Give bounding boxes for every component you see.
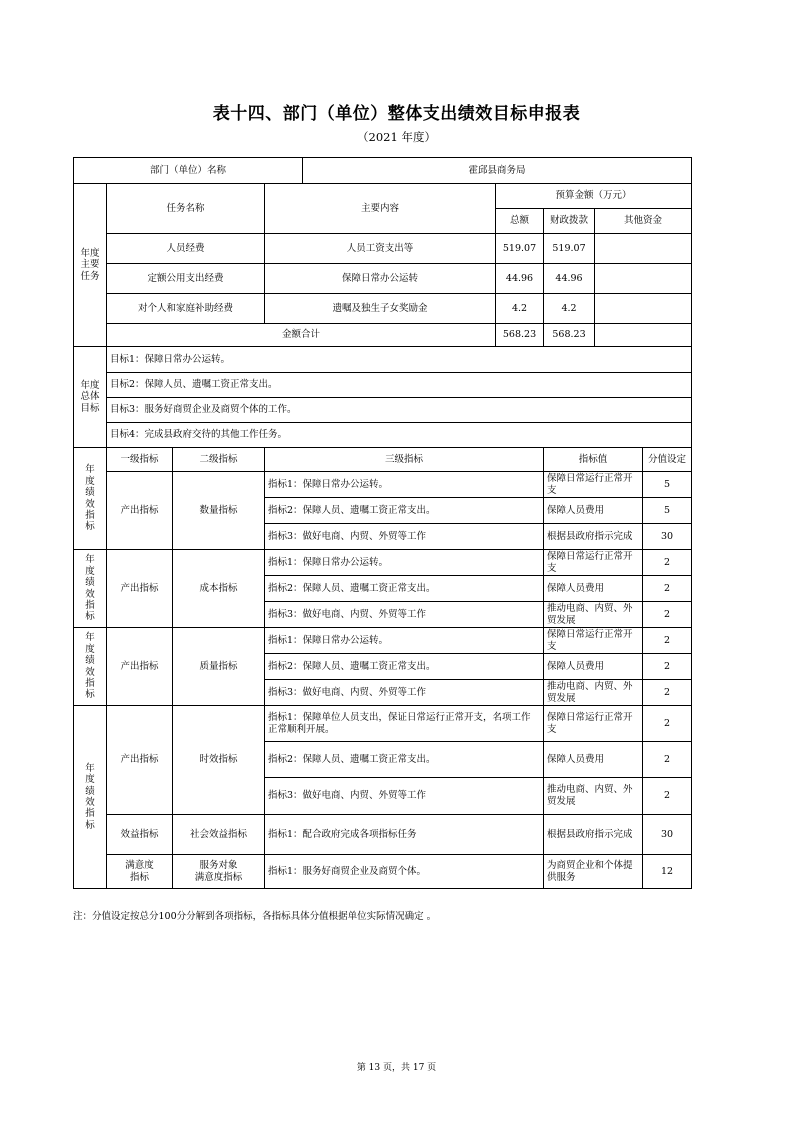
col-l1: 一级指标 <box>107 448 173 472</box>
goal-section-header: 年度总体目标 <box>74 347 107 448</box>
page-footer: 第 13 页，共 17 页 <box>356 1063 437 1073</box>
task-other <box>595 264 692 294</box>
indicator-score: 12 <box>643 855 692 889</box>
l3-indicator: 指标2：保障人员、遗嘱工资正常支出。 <box>265 654 544 680</box>
task-other <box>595 234 692 264</box>
l3-indicator: 指标3：做好电商、内贸、外贸等工作 <box>265 602 544 628</box>
l2-indicator: 成本指标 <box>173 550 265 628</box>
l3-indicator: 指标3：做好电商、内贸、外贸等工作 <box>265 680 544 706</box>
col-l3: 三级指标 <box>265 448 544 472</box>
indicator-value: 保障日常运行正常开支 <box>544 706 643 742</box>
col-l2: 二级指标 <box>173 448 265 472</box>
task-total: 4.2 <box>496 294 544 324</box>
indicator-score: 2 <box>643 576 692 602</box>
indicator-score: 30 <box>643 815 692 855</box>
sum-total: 568.23 <box>496 324 544 347</box>
l3-indicator: 指标3：做好电商、内贸、外贸等工作 <box>265 778 544 815</box>
col-total: 总额 <box>496 209 544 234</box>
dept-value: 霍邱县商务局 <box>303 158 692 184</box>
indicator-score: 2 <box>643 602 692 628</box>
perf-section-header: 年度绩效指标 <box>74 706 107 889</box>
indicator-score: 2 <box>643 778 692 815</box>
perf-section-header: 年度绩效指标 <box>74 448 107 550</box>
l3-indicator: 指标1：配合政府完成各项指标任务 <box>265 815 544 855</box>
l1-indicator: 产出指标 <box>107 472 173 550</box>
perf-section-header: 年度绩效指标 <box>74 628 107 706</box>
task-content: 遗嘱及独生子女奖励金 <box>265 294 496 324</box>
col-main-content: 主要内容 <box>265 184 496 234</box>
col-fiscal: 财政拨款 <box>544 209 595 234</box>
l3-indicator: 指标1：保障日常办公运转。 <box>265 628 544 654</box>
table-note: 注：分值设定按总分100分分解到各项指标，各指标具体分值根据单位实际情况确定 。 <box>73 911 437 922</box>
sum-other <box>595 324 692 347</box>
l1-indicator: 产出指标 <box>107 706 173 815</box>
task-name: 定额公用支出经费 <box>107 264 265 294</box>
indicator-score: 2 <box>643 680 692 706</box>
indicator-value: 保障人员费用 <box>544 742 643 778</box>
goal-item: 目标1：保障日常办公运转。 <box>107 347 692 373</box>
performance-table <box>73 157 692 889</box>
task-fiscal: 44.96 <box>544 264 595 294</box>
l2-indicator: 社会效益指标 <box>173 815 265 855</box>
page-title: 表十四、部门（单位）整体支出绩效目标申报表 <box>212 104 581 124</box>
indicator-score: 2 <box>643 706 692 742</box>
indicator-value: 推动电商、内贸、外贸发展 <box>544 680 643 706</box>
l3-indicator: 指标1：保障单位人员支出，保证日常运行正常开支，名项工作正常顺利开展。 <box>265 706 544 742</box>
l2-indicator <box>173 855 265 889</box>
l3-indicator: 指标2：保障人员、遗嘱工资正常支出。 <box>265 498 544 524</box>
indicator-score: 30 <box>643 524 692 550</box>
l1-indicator: 产出指标 <box>107 550 173 628</box>
task-fiscal: 519.07 <box>544 234 595 264</box>
indicator-value: 保障日常运行正常开支 <box>544 550 643 576</box>
task-total: 519.07 <box>496 234 544 264</box>
l2-indicator: 数量指标 <box>173 472 265 550</box>
sum-row <box>74 324 692 347</box>
indicator-value: 推动电商、内贸、外贸发展 <box>544 778 643 815</box>
task-name: 人员经费 <box>107 234 265 264</box>
goal-item: 目标4：完成县政府交待的其他工作任务。 <box>107 423 692 448</box>
l2-indicator-line: 满意度指标 <box>194 871 243 883</box>
page-subtitle: （2021 年度） <box>357 130 436 144</box>
indicator-score: 2 <box>643 628 692 654</box>
task-name: 对个人和家庭补助经费 <box>107 294 265 324</box>
indicator-value: 保障人员费用 <box>544 654 643 680</box>
dept-label: 部门（单位）名称 <box>74 158 303 184</box>
indicator-value: 根据县政府指示完成 <box>544 815 643 855</box>
indicator-score: 2 <box>643 550 692 576</box>
l2-indicator-line: 服务对象 <box>199 859 238 871</box>
task-content: 人员工资支出等 <box>265 234 496 264</box>
l1-indicator: 满意度指标 <box>107 855 173 889</box>
goal-item: 目标2：保障人员、遗嘱工资正常支出。 <box>107 373 692 398</box>
col-other: 其他资金 <box>595 209 692 234</box>
task-content: 保障日常办公运转 <box>265 264 496 294</box>
sum-fiscal: 568.23 <box>544 324 595 347</box>
l3-indicator: 指标1：保障日常办公运转。 <box>265 550 544 576</box>
indicator-value: 保障日常运行正常开支 <box>544 628 643 654</box>
task-row <box>74 294 692 324</box>
task-fiscal: 4.2 <box>544 294 595 324</box>
l1-indicator: 效益指标 <box>107 815 173 855</box>
col-score: 分值设定 <box>643 448 692 472</box>
col-budget: 预算金额（万元） <box>496 184 692 209</box>
goal-item: 目标3：服务好商贸企业及商贸个体的工作。 <box>107 398 692 423</box>
l3-indicator: 指标3：做好电商、内贸、外贸等工作 <box>265 524 544 550</box>
indicator-value: 保障人员费用 <box>544 576 643 602</box>
task-other <box>595 294 692 324</box>
indicator-score: 5 <box>643 498 692 524</box>
col-value: 指标值 <box>544 448 643 472</box>
l2-indicator: 质量指标 <box>173 628 265 706</box>
indicator-score: 2 <box>643 654 692 680</box>
l2-indicator: 时效指标 <box>173 706 265 815</box>
col-task-name: 任务名称 <box>107 184 265 234</box>
indicator-value: 保障日常运行正常开支 <box>544 472 643 498</box>
task-row <box>74 234 692 264</box>
sum-label: 金额合计 <box>107 324 496 347</box>
task-section-header: 年度主要任务 <box>74 184 107 347</box>
l3-indicator: 指标1：服务好商贸企业及商贸个体。 <box>265 855 544 889</box>
indicator-score: 2 <box>643 742 692 778</box>
perf-section-header: 年度绩效指标 <box>74 550 107 628</box>
l3-indicator: 指标1：保障日常办公运转。 <box>265 472 544 498</box>
indicator-value: 为商贸企业和个体提供服务 <box>544 855 643 889</box>
task-total: 44.96 <box>496 264 544 294</box>
l3-indicator: 指标2：保障人员、遗嘱工资正常支出。 <box>265 576 544 602</box>
task-row <box>74 264 692 294</box>
indicator-score: 5 <box>643 472 692 498</box>
indicator-value: 推动电商、内贸、外贸发展 <box>544 602 643 628</box>
l3-indicator: 指标2：保障人员、遗嘱工资正常支出。 <box>265 742 544 778</box>
indicator-value: 保障人员费用 <box>544 498 643 524</box>
indicator-value: 根据县政府指示完成 <box>544 524 643 550</box>
l1-indicator: 产出指标 <box>107 628 173 706</box>
